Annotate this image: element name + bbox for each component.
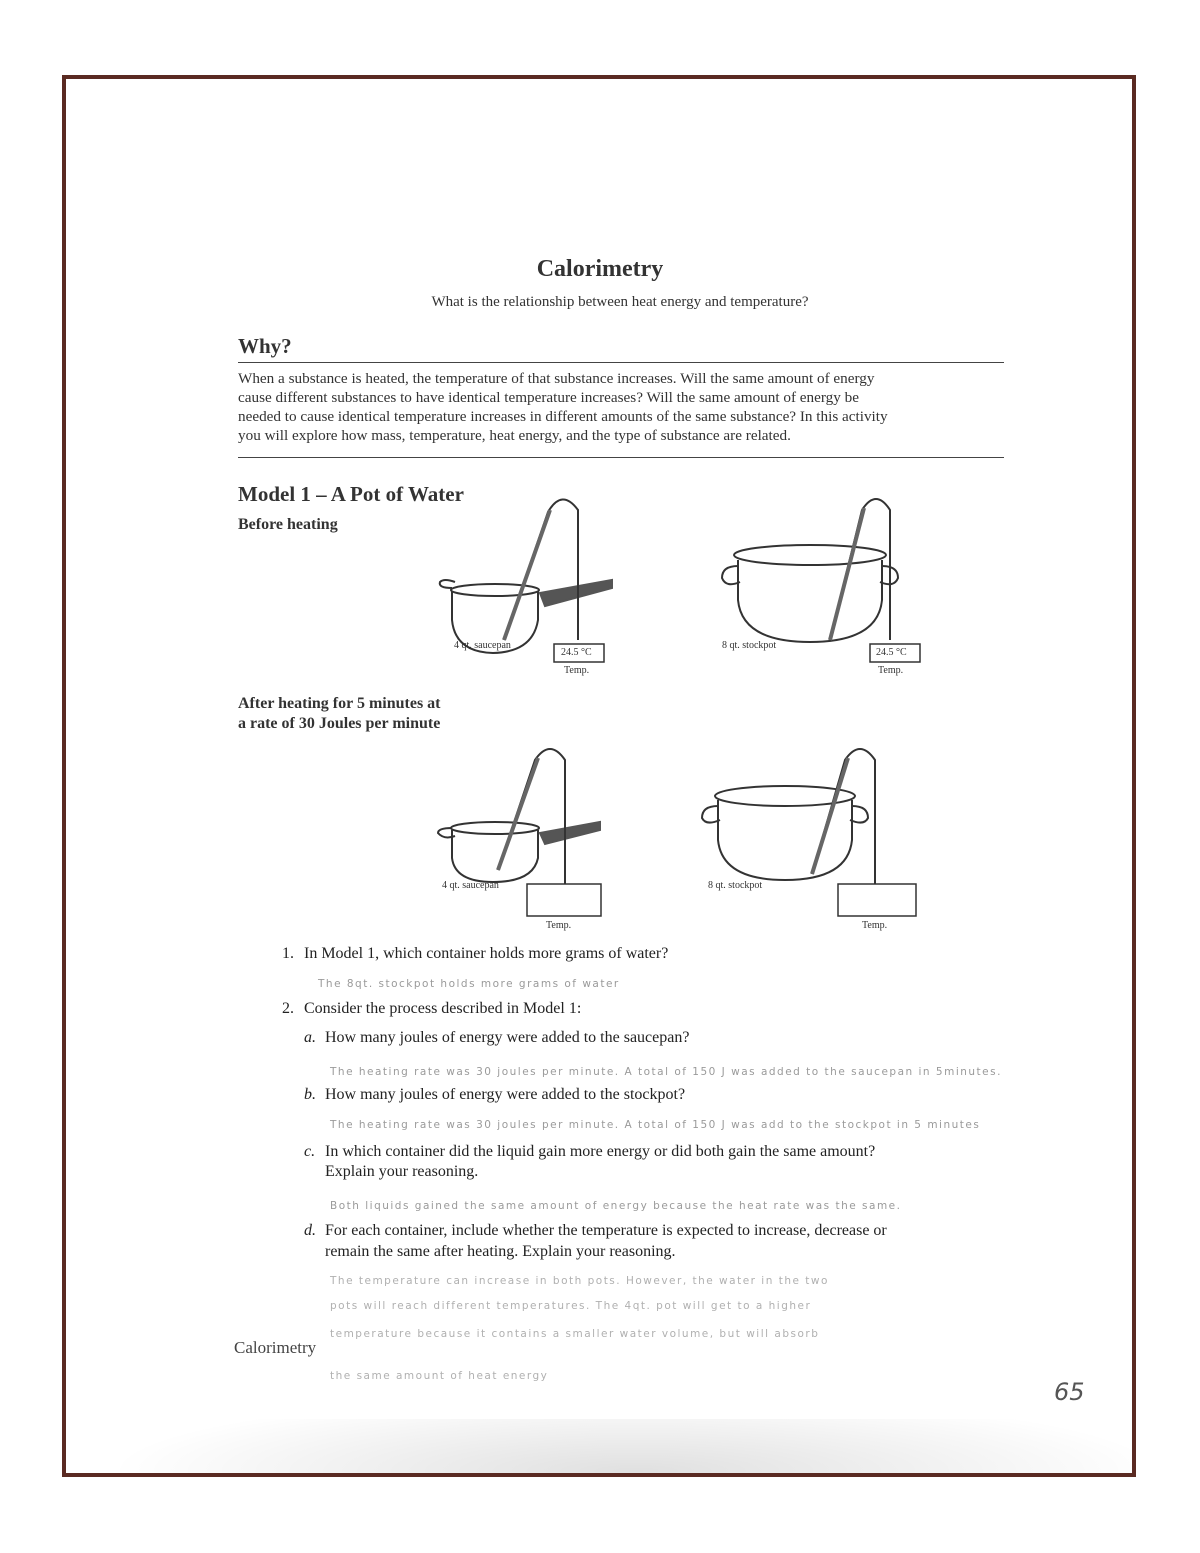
question-1-number: 1. xyxy=(282,945,294,962)
before-stockpot-label: 8 qt. stockpot xyxy=(722,640,777,651)
after-stockpot-label: 8 qt. stockpot xyxy=(708,880,763,891)
why-line-2: cause different substances to have identical temperature increases? Will the same amount of energy be xyxy=(238,389,859,406)
after-stockpot-illustration xyxy=(702,786,868,880)
why-line-4: you will explore how mass, temperature, heat energy, and the type of substance are related. xyxy=(238,427,791,444)
why-heading: Why? xyxy=(238,334,292,358)
question-2a-text: How many joules of energy were added to the saucepan? xyxy=(325,1029,690,1046)
before-saucepan-temp-reading: 24.5 °C xyxy=(561,647,592,658)
after-stockpot-temp-box xyxy=(838,884,916,916)
question-2a-letter: a. xyxy=(304,1029,316,1046)
question-2d-text-line2: remain the same after heating. Explain your reasoning. xyxy=(325,1243,676,1260)
answer-2d-line4: the same amount of heat energy xyxy=(330,1370,549,1382)
question-2-number: 2. xyxy=(282,1000,294,1017)
after-saucepan-illustration xyxy=(438,822,600,882)
question-2b-letter: b. xyxy=(304,1086,316,1103)
answer-1: The 8qt. stockpot holds more grams of water xyxy=(318,978,620,990)
why-line-1: When a substance is heated, the temperature of that substance increases. Will the same amount of energy xyxy=(238,370,875,387)
answer-2a: The heating rate was 30 joules per minute. A total of 150 J was added to the saucepan in 5minutes. xyxy=(330,1066,1002,1078)
page-subtitle: What is the relationship between heat energy and temperature? xyxy=(431,294,809,310)
question-2-text: Consider the process described in Model 1: xyxy=(304,1000,582,1017)
question-2c-letter: c. xyxy=(304,1143,316,1160)
answer-2d-line2: pots will reach different temperatures. The 4qt. pot will get to a higher xyxy=(330,1300,812,1312)
page-number: 65 xyxy=(1054,1378,1085,1406)
before-stockpot-temp-reading: 24.5 °C xyxy=(876,647,907,658)
question-1-text: In Model 1, which container holds more grams of water? xyxy=(304,945,669,962)
before-stockpot-illustration xyxy=(722,545,898,642)
why-line-3: needed to cause identical temperature increases in different amounts of the same substance? In this activity xyxy=(238,408,888,425)
question-2c-text-line1: In which container did the liquid gain more energy or did both gain the same amount? xyxy=(325,1143,876,1160)
question-2c-text-line2: Explain your reasoning. xyxy=(325,1163,479,1180)
answer-2b: The heating rate was 30 joules per minute. A total of 150 J was add to the stockpot in 5 minutes xyxy=(330,1119,981,1131)
after-heating-label-line2: a rate of 30 Joules per minute xyxy=(238,715,441,732)
before-saucepan-label: 4 qt. saucepan xyxy=(454,640,511,651)
answer-2d-line1: The temperature can increase in both pots. However, the water in the two xyxy=(330,1275,829,1287)
question-2d-letter: d. xyxy=(304,1222,316,1239)
question-2b-text: How many joules of energy were added to the stockpot? xyxy=(325,1086,686,1103)
after-heating-label-line1: After heating for 5 minutes at xyxy=(238,695,441,712)
before-stockpot-temp-label: Temp. xyxy=(878,665,904,676)
before-heating-label: Before heating xyxy=(238,516,338,533)
question-2d-text-line1: For each container, include whether the temperature is expected to increase, decrease or xyxy=(325,1222,887,1239)
after-saucepan-temp-label: Temp. xyxy=(546,920,572,931)
answer-2d-line3: temperature because it contains a smaller water volume, but will absorb xyxy=(330,1328,820,1340)
after-stockpot-temp-label: Temp. xyxy=(862,920,888,931)
footer-label: Calorimetry xyxy=(234,1338,317,1357)
after-saucepan-label: 4 qt. saucepan xyxy=(442,880,499,891)
after-saucepan-temp-box xyxy=(527,884,601,916)
answer-2c: Both liquids gained the same amount of energy because the heat rate was the same. xyxy=(330,1200,902,1212)
before-saucepan-temp-label: Temp. xyxy=(564,665,590,676)
page-title: Calorimetry xyxy=(536,256,664,282)
model-heading: Model 1 – A Pot of Water xyxy=(238,482,464,506)
